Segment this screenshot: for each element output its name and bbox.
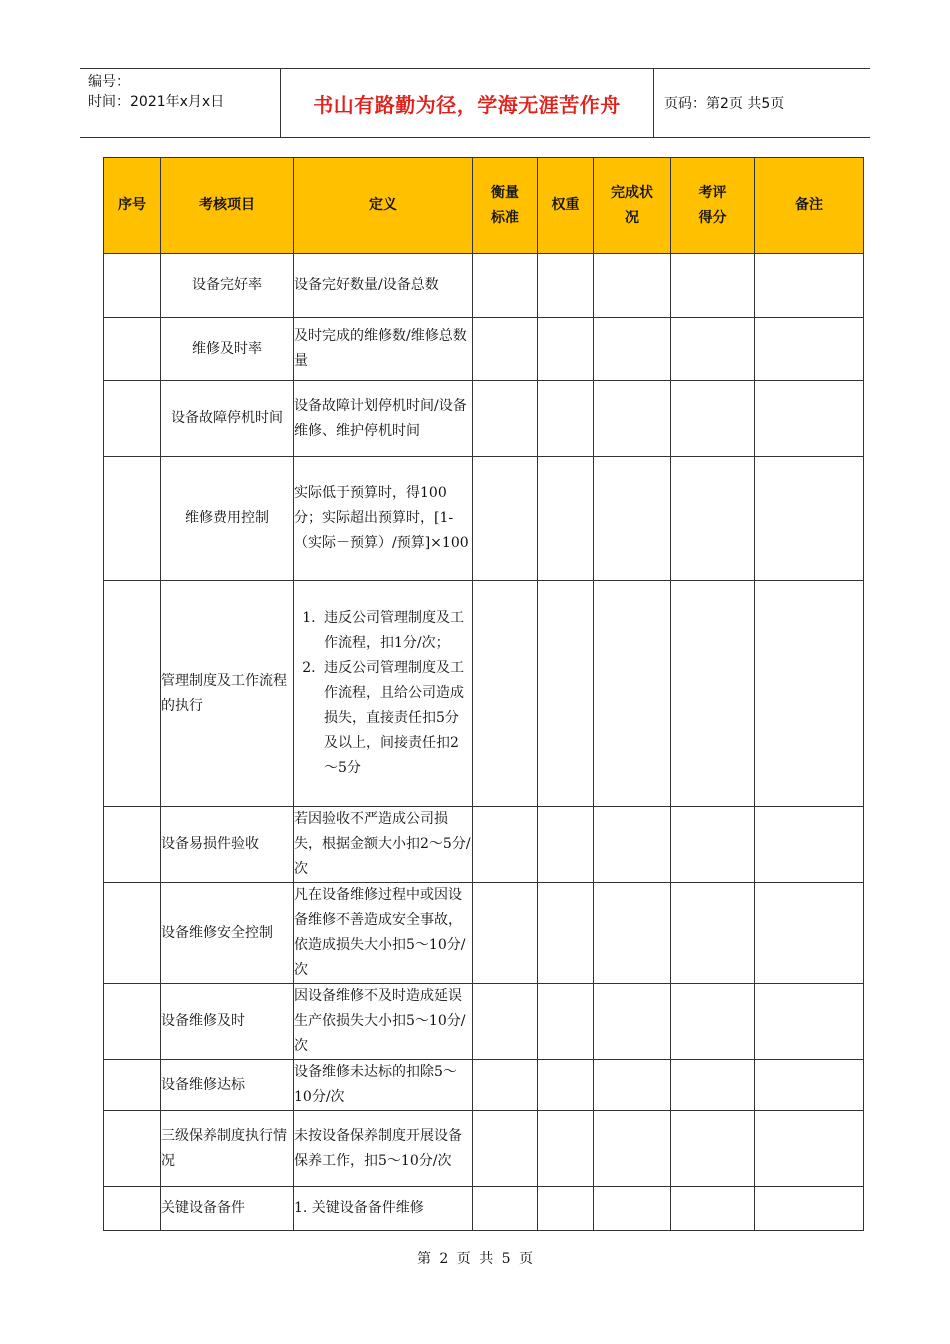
cell-definition: 设备完好数量/设备总数 xyxy=(294,254,473,318)
cell-remark xyxy=(755,1187,864,1231)
cell-status xyxy=(594,1060,671,1111)
cell-score xyxy=(671,984,755,1060)
cell-weight xyxy=(538,581,594,807)
cell-definition: 因设备维修不及时造成延误生产依损失大小扣5～10分/次 xyxy=(294,984,473,1060)
cell-item: 三级保养制度执行情况 xyxy=(161,1111,294,1187)
cell-definition: 凡在设备维修过程中或因设备维修不善造成安全事故，依造成损失大小扣5～10分/次 xyxy=(294,883,473,984)
cell-remark xyxy=(755,254,864,318)
cell-score xyxy=(671,254,755,318)
cell-definition: 设备故障计划停机时间/设备维修、维护停机时间 xyxy=(294,381,473,457)
cell-standard xyxy=(473,318,538,381)
cell-definition: 及时完成的维修数/维修总数量 xyxy=(294,318,473,381)
cell-standard xyxy=(473,381,538,457)
cell-standard xyxy=(473,581,538,807)
cell-weight xyxy=(538,883,594,984)
table-row xyxy=(104,1060,864,1111)
cell-score xyxy=(671,381,755,457)
cell-index xyxy=(104,1187,161,1231)
cell-remark xyxy=(755,381,864,457)
cell-weight xyxy=(538,1060,594,1111)
cell-item: 设备维修及时 xyxy=(161,984,294,1060)
cell-status xyxy=(594,254,671,318)
cell-item: 设备维修达标 xyxy=(161,1060,294,1111)
cell-index xyxy=(104,1111,161,1187)
cell-remark xyxy=(755,1111,864,1187)
cell-standard xyxy=(473,254,538,318)
cell-score xyxy=(671,883,755,984)
table-row xyxy=(104,807,864,883)
cell-definition: 未按设备保养制度开展设备保养工作，扣5～10分/次 xyxy=(294,1111,473,1187)
cell-item: 设备维修安全控制 xyxy=(161,883,294,984)
cell-weight xyxy=(538,1111,594,1187)
cell-weight xyxy=(538,807,594,883)
header-remark: 备注 xyxy=(755,158,864,254)
cell-index xyxy=(104,381,161,457)
header-meta xyxy=(80,69,281,137)
header-page: 页码：第2页 共5页 xyxy=(664,96,785,112)
cell-index xyxy=(104,318,161,381)
cell-remark xyxy=(755,1060,864,1111)
cell-status xyxy=(594,381,671,457)
cell-weight xyxy=(538,984,594,1060)
cell-standard xyxy=(473,984,538,1060)
cell-item: 设备故障停机时间 xyxy=(161,381,294,457)
table-row xyxy=(104,381,864,457)
cell-index xyxy=(104,984,161,1060)
header-score: 考评得分 xyxy=(671,158,755,254)
cell-index xyxy=(104,807,161,883)
cell-status xyxy=(594,581,671,807)
cell-weight xyxy=(538,457,594,581)
cell-item: 管理制度及工作流程的执行 xyxy=(161,581,294,807)
cell-score xyxy=(671,807,755,883)
cell-remark xyxy=(755,457,864,581)
cell-status xyxy=(594,1187,671,1231)
header-time: 时间：2021年x月x日 xyxy=(88,94,225,110)
cell-status xyxy=(594,807,671,883)
cell-item: 维修及时率 xyxy=(161,318,294,381)
cell-status xyxy=(594,318,671,381)
cell-remark xyxy=(755,807,864,883)
cell-score xyxy=(671,457,755,581)
cell-status xyxy=(594,457,671,581)
cell-index xyxy=(104,581,161,807)
cell-definition xyxy=(294,581,473,807)
cell-index xyxy=(104,254,161,318)
cell-definition: 设备维修未达标的扣除5～10分/次 xyxy=(294,1060,473,1111)
cell-standard xyxy=(473,807,538,883)
definition-list-item: 2. 违反公司管理制度及工作流程，且给公司造成损失，直接责任扣5分及以上，间接责任扣2～5分 xyxy=(320,656,472,781)
cell-index xyxy=(104,883,161,984)
cell-item: 关键设备备件 xyxy=(161,1187,294,1231)
page-footer: 第 2 页 共 5 页 xyxy=(416,1251,534,1267)
cell-status xyxy=(594,883,671,984)
header-code: 编号： xyxy=(88,74,130,90)
cell-weight xyxy=(538,318,594,381)
cell-status xyxy=(594,1111,671,1187)
cell-score xyxy=(671,1111,755,1187)
cell-score xyxy=(671,1187,755,1231)
cell-weight xyxy=(538,254,594,318)
table-row xyxy=(104,318,864,381)
cell-standard xyxy=(473,883,538,984)
table-header-row xyxy=(104,158,864,254)
header-definition: 定义 xyxy=(294,158,473,254)
cell-weight xyxy=(538,1187,594,1231)
cell-score xyxy=(671,581,755,807)
cell-item: 维修费用控制 xyxy=(161,457,294,581)
definition-list xyxy=(294,606,472,781)
cell-item: 设备完好率 xyxy=(161,254,294,318)
kpi-table xyxy=(103,157,864,1231)
header-index: 序号 xyxy=(104,158,161,254)
cell-index xyxy=(104,457,161,581)
table-row xyxy=(104,1187,864,1231)
header-status: 完成状况 xyxy=(594,158,671,254)
cell-score xyxy=(671,1060,755,1111)
header-standard: 衡量标准 xyxy=(473,158,538,254)
definition-list-item: 1. 违反公司管理制度及工作流程，扣1分/次； xyxy=(320,606,472,656)
header-motto: 书山有路勤为径，学海无涯苦作舟 xyxy=(281,69,654,137)
cell-definition: 实际低于预算时，得100分；实际超出预算时，[1-（实际－预算）/预算]×100 xyxy=(294,457,473,581)
cell-weight xyxy=(538,381,594,457)
table-row xyxy=(104,1111,864,1187)
cell-remark xyxy=(755,883,864,984)
page-header xyxy=(80,68,870,138)
header-item: 考核项目 xyxy=(161,158,294,254)
cell-item: 设备易损件验收 xyxy=(161,807,294,883)
cell-remark xyxy=(755,581,864,807)
cell-remark xyxy=(755,318,864,381)
cell-standard xyxy=(473,457,538,581)
cell-standard xyxy=(473,1187,538,1231)
table-row xyxy=(104,984,864,1060)
cell-definition: 1. 关键设备备件维修 xyxy=(294,1187,473,1231)
cell-remark xyxy=(755,984,864,1060)
cell-status xyxy=(594,984,671,1060)
table-row xyxy=(104,254,864,318)
table-row xyxy=(104,883,864,984)
cell-definition: 若因验收不严造成公司损失，根据金额大小扣2～5分/次 xyxy=(294,807,473,883)
cell-score xyxy=(671,318,755,381)
cell-index xyxy=(104,1060,161,1111)
cell-standard xyxy=(473,1111,538,1187)
table-row xyxy=(104,457,864,581)
header-weight: 权重 xyxy=(538,158,594,254)
table-row xyxy=(104,581,864,807)
cell-standard xyxy=(473,1060,538,1111)
